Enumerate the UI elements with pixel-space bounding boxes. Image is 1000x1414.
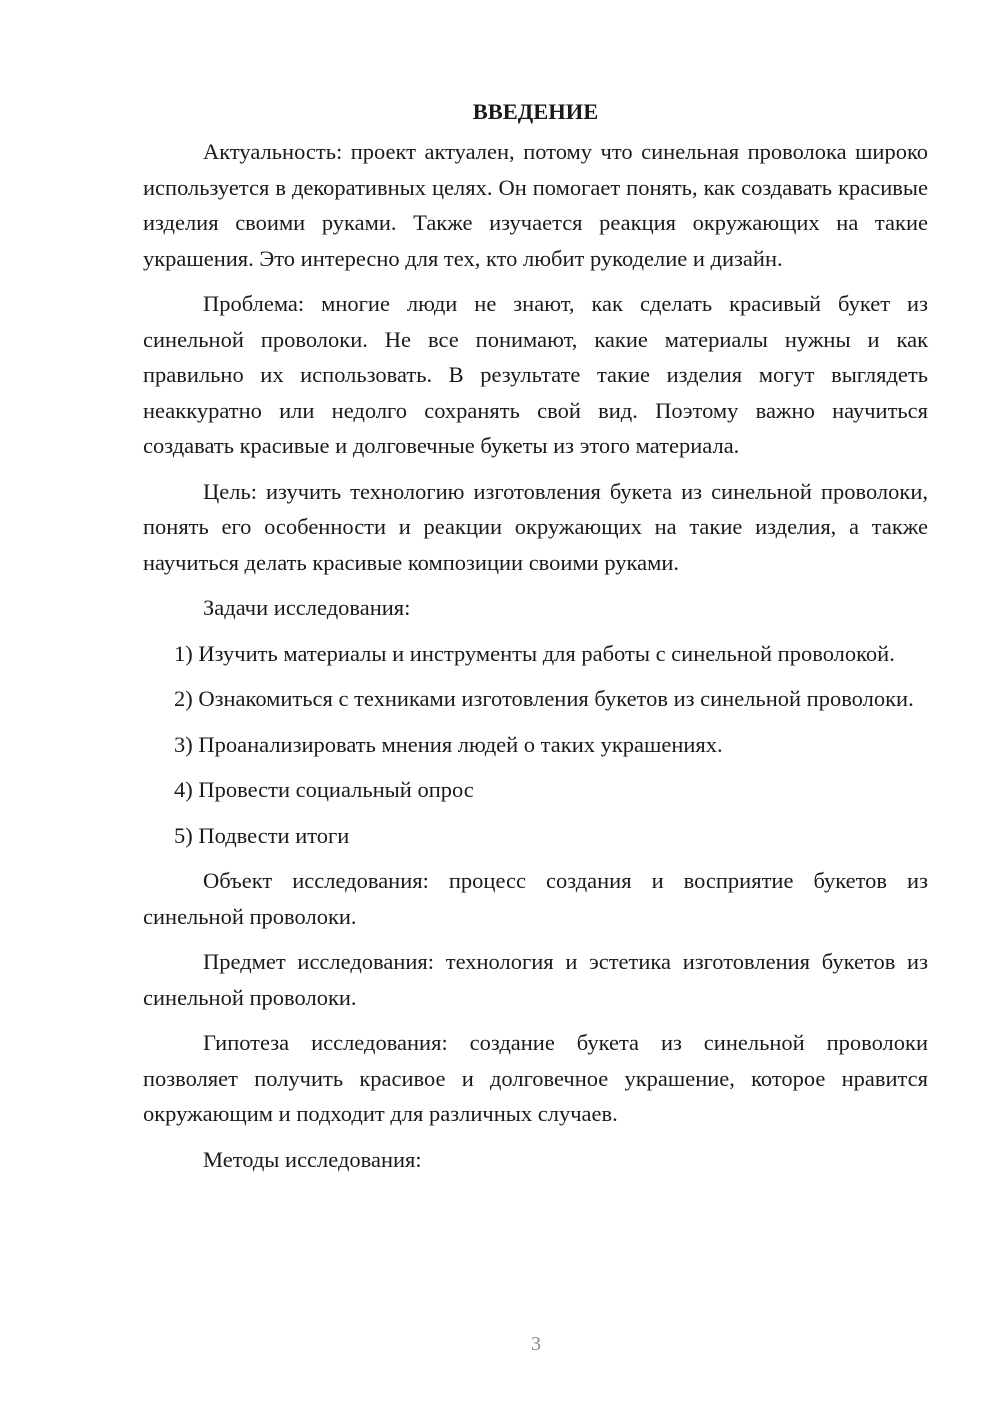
task-item: 1) Изучить материалы и инструменты для работы с синельной проволокой. (174, 640, 895, 666)
relevance-paragraph: Актуальность: проект актуален, потому что синельная проволока широко используется в декоративных целях. Он помогает понять, как создавать красивые изделия своими руками. Также изучается реакция окружающих на такие украшения. Это интересно для тех, кто любит рукоделие и дизайн. (143, 139, 928, 271)
task-item: 2) Ознакомиться с техниками изготовления букетов из синельной проволоки. (174, 686, 914, 711)
goal-paragraph: Цель: изучить технологию изготовления букета из синельной проволоки, понять его особенности и реакции окружающих на такие изделия, а также научиться делать красивые композиции своими руками. (143, 478, 928, 575)
task-item: 5) Подвести итоги (174, 822, 350, 848)
hypothesis-paragraph: Гипотеза исследования: создание букета из синельной проволоки позволяет получить красивое и долговечное украшение, которое нравится окружающим и подходит для различных случаев. (143, 1030, 928, 1126)
page-content (143, 96, 928, 1187)
task-item: 4) Провести социальный опрос (174, 777, 474, 802)
task-item: 3) Проанализировать мнения людей о таких украшениях. (174, 731, 723, 757)
tasks-title: Задачи исследования: (203, 595, 411, 620)
subject-paragraph: Предмет исследования: технология и эстетика изготовления букетов из синельной проволоки. (143, 949, 928, 1010)
page-heading: ВВЕДЕНИЕ (472, 99, 599, 124)
problem-paragraph: Проблема: многие люди не знают, как сделать красивый букет из синельной проволоки. Не все понимают, какие материалы нужны и как правильно их использовать. В результате такие изделия могут выглядеть неаккуратно или недолго сохранять свой вид. Поэтому важно научиться создавать красивые и долговечные букеты из этого материала. (143, 291, 928, 458)
object-paragraph: Объект исследования: процесс создания и восприятие букетов из синельной проволоки. (143, 868, 928, 929)
methods-title: Методы исследования: (203, 1146, 422, 1172)
page-number: 3 (531, 1333, 541, 1355)
